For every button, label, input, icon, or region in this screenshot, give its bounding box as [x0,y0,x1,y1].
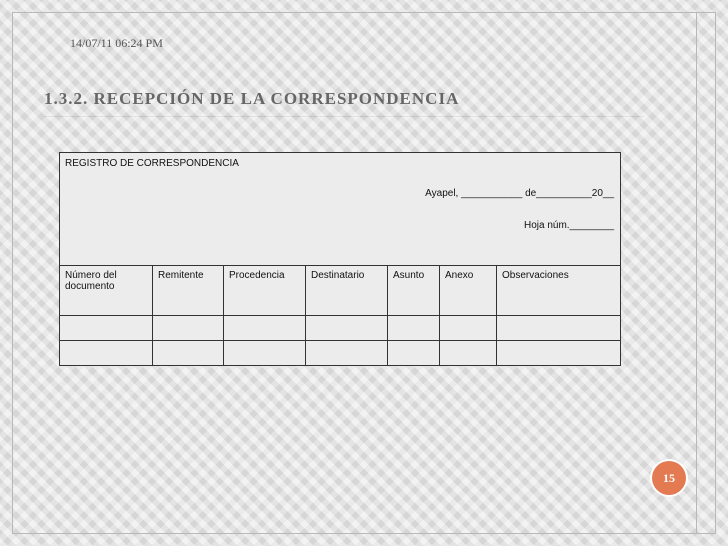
column-header: Remitente [153,266,224,316]
slide-date: 14/07/11 06:24 PM [70,36,163,50]
table-cell [440,341,497,366]
table-cell [440,316,497,341]
column-header: Destinatario [306,266,388,316]
column-header: Procedencia [224,266,306,316]
table-cell [153,341,224,366]
column-header: Anexo [440,266,497,316]
column-header: Observaciones [497,266,621,316]
form-place-date: Ayapel, ___________ de__________20__ [425,188,615,199]
form-sheet-number: Hoja núm.________ [523,220,615,231]
form-header [60,153,621,266]
table-cell [224,316,306,341]
table-cell [306,341,388,366]
table-cell [60,316,153,341]
table-row [60,316,621,341]
table-cell [224,341,306,366]
form-column-headers [60,266,621,316]
table-cell [306,316,388,341]
table-cell [497,341,621,366]
slide-sidebar [696,12,716,534]
form-title: REGISTRO DE CORRESPONDENCIA [65,158,239,169]
table-cell [153,316,224,341]
table-cell [497,316,621,341]
table-cell [388,316,440,341]
table-cell [388,341,440,366]
slide-title: 1.3.2. RECEPCIÓN DE LA CORRESPONDENCIA [44,89,460,108]
correspondence-register-form [59,152,621,366]
table-row [60,341,621,366]
table-cell [60,341,153,366]
column-header: Número del documento [60,266,153,316]
column-header: Asunto [388,266,440,316]
title-divider [44,116,644,117]
page-number-badge: 15 [652,461,686,495]
